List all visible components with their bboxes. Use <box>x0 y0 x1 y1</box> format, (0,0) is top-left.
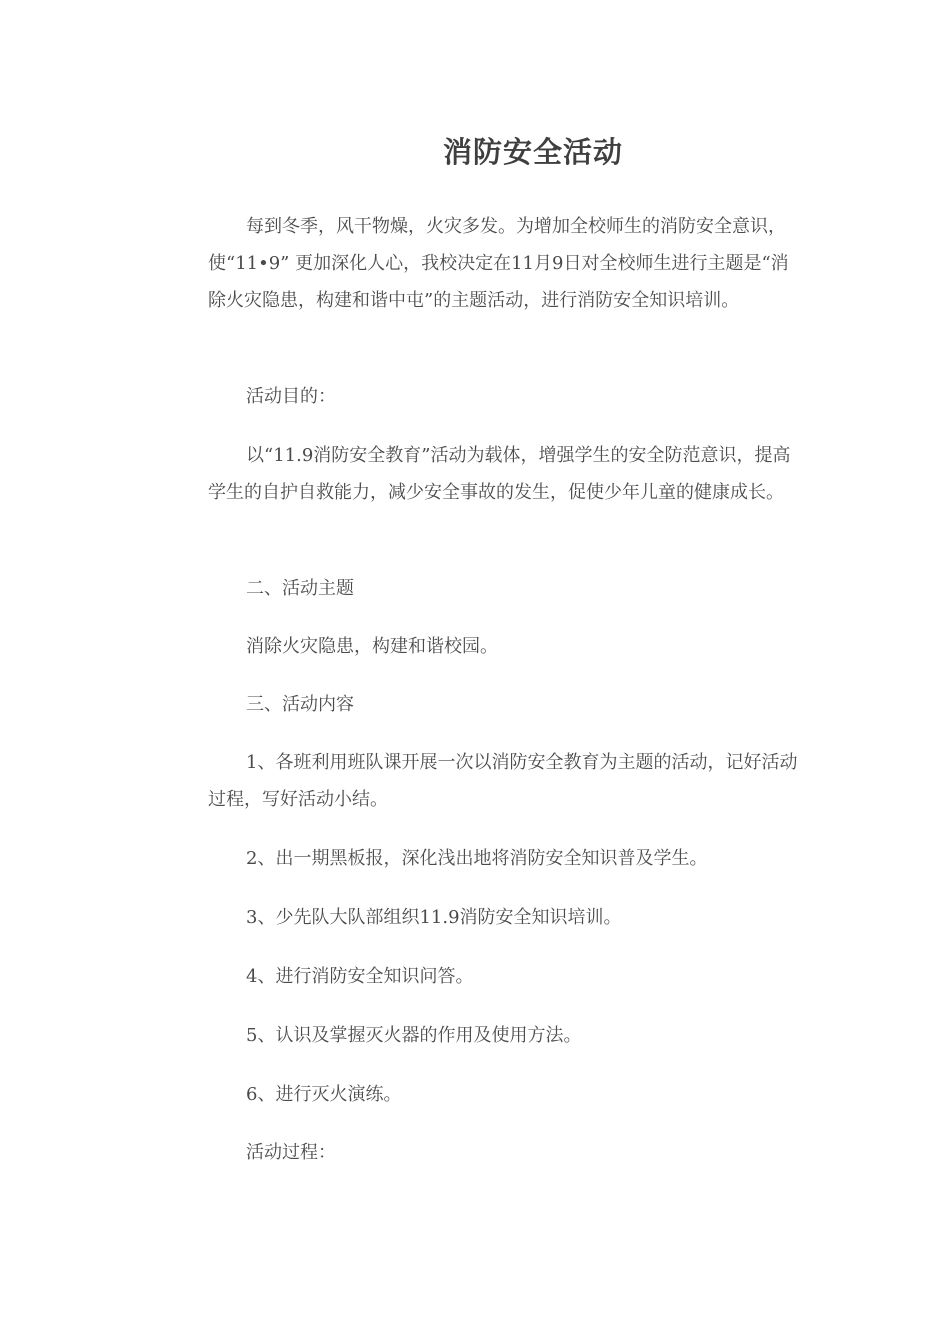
content-item-3: 3、少先队大队部组织11.9消防安全知识培训。 <box>246 907 622 928</box>
content-item-2: 2、出一期黑板报，深化浅出地将消防安全知识普及学生。 <box>246 848 708 869</box>
intro-paragraph: 每到冬季，风干物燥，火灾多发。为增加全校师生的消防安全意识，使“11•9” 更加深化人心，我校决定在11月9日对全校师生进行主题是“消除火灾隐患，构建和谐中屯”的主题活动，进行消防安全知识培训。 <box>208 216 789 311</box>
purpose-paragraph: 以“11.9消防安全教育”活动为载体，增强学生的安全防范意识，提高学生的自护自救能力，减少安全事故的发生，促使少年儿童的健康成长。 <box>208 445 791 503</box>
content-item-4: 4、进行消防安全知识问答。 <box>246 966 474 987</box>
section-process-heading: 活动过程： <box>246 1142 336 1163</box>
content-item-6: 6、进行灭火演练。 <box>246 1084 402 1105</box>
content-item-5: 5、认识及掌握灭火器的作用及使用方法。 <box>246 1025 582 1046</box>
section-theme-heading: 二、活动主题 <box>246 578 354 599</box>
theme-paragraph: 消除火灾隐患，构建和谐校园。 <box>246 636 498 657</box>
section-purpose-heading: 活动目的： <box>246 386 336 407</box>
content-item-1: 1、各班利用班队课开展一次以消防安全教育为主题的活动，记好活动过程，写好活动小结。 <box>208 752 798 810</box>
section-content-heading: 三、活动内容 <box>246 694 354 715</box>
document-title: 消防安全活动 <box>442 135 623 169</box>
